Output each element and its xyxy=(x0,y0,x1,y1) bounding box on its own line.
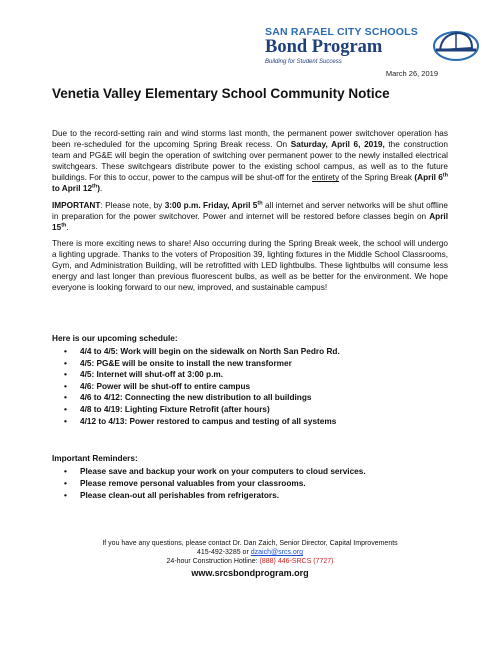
text: all internet and server networks will be shut offline in preparation for the power switchover. Power and internet will be restored before classes begin on xyxy=(52,200,448,221)
text: . xyxy=(100,184,103,194)
logo-brand: Bond Program xyxy=(265,37,383,57)
schedule-item: • 4/5: PG&E will be onsite to install the new transformer xyxy=(52,358,452,370)
time-highlight xyxy=(165,201,263,210)
text: to April 12 xyxy=(52,184,93,194)
schedule-item: • 4/6 to 4/12: Connecting the new distribution to all buildings xyxy=(52,392,452,404)
schedule-item: • 4/4 to 4/5: Work will begin on the sidewalk on North San Pedro Rd. xyxy=(52,346,452,358)
superscript: th xyxy=(257,199,263,206)
emphasis: entirety xyxy=(312,173,340,183)
email-link[interactable]: dzaich@srcs.org xyxy=(250,549,303,557)
schedule-item: • 4/6: Power will be shut-off to entire campus xyxy=(52,381,452,393)
page-title: Venetia Valley Elementary School Community Notice xyxy=(52,86,390,101)
schedule-item: • 4/12 to 4/13: Power restored to campus and testing of all systems xyxy=(52,416,452,428)
hard-hat-icon xyxy=(430,26,480,62)
text: . xyxy=(66,222,69,232)
reminder-item: • Please clean-out all perishables from refrigerators. xyxy=(52,490,452,502)
date-highlight: Saturday, April 6, 2019, xyxy=(290,140,385,150)
logo-org-name: SAN RAFAEL CITY SCHOOLS xyxy=(265,26,418,38)
phone-text: 415-492-3285 or xyxy=(197,549,251,557)
superscript: th xyxy=(442,172,448,179)
notice-body xyxy=(52,128,448,298)
text: 3:00 p.m. Friday, April 5 xyxy=(164,200,258,210)
paragraph-switchover xyxy=(52,128,448,195)
hotline-line xyxy=(52,557,448,566)
text: ) xyxy=(97,184,100,194)
text: Due to the record-setting rain and wind storms last month, the permanent power switchover operation has been re-scheduled for the upcoming Spring Break recess. On xyxy=(52,129,448,150)
notice-date: March 26, 2019 xyxy=(385,69,438,78)
important-label: IMPORTANT xyxy=(52,200,101,210)
hotline-label: 24-hour Construction Hotline: xyxy=(166,558,260,566)
schedule-list xyxy=(52,346,452,427)
reminder-item: • Please remove personal valuables from your classrooms. xyxy=(52,478,452,490)
logo-tagline: Building for Student Success xyxy=(265,59,342,65)
superscript: th xyxy=(61,222,67,228)
text: (April 6 xyxy=(414,173,443,183)
schedule-item: • 4/8 to 4/19: Lighting Fixture Retrofit (after hours) xyxy=(52,404,452,416)
text: April 15 xyxy=(52,211,448,232)
reminders-list xyxy=(52,466,452,501)
contact-line: If you have any questions, please contact Dr. Dan Zaich, Senior Director, Capital Improvements xyxy=(102,540,398,547)
website-link[interactable]: www.srcsbondprogram.org xyxy=(191,567,309,578)
schedule-heading: Here is our upcoming schedule: xyxy=(52,334,178,343)
text: of the Spring Break xyxy=(339,173,415,183)
paragraph-lighting: There is more exciting news to share! Also occurring during the Spring Break week, the school will undergo a lighting upgrade. Thanks to the voters of Proposition 39, lighting fixtures in the Middle School Classrooms, Gym, and Administration Building, will be retrofitted with LED lightbulbs. These lightbulbs will consume less energy and last longer than previous fluorescent bulbs, as well as be better for the environment. We hope everyone is looking forward to our new, improved, and sustainable campus! xyxy=(52,238,448,293)
hotline-number: (888) 446-SRCS (7727) xyxy=(259,558,334,566)
superscript: th xyxy=(92,183,98,190)
schedule-item: • 4/5: Internet will shut-off at 3:00 p.m. xyxy=(52,369,452,381)
reminders-heading: Important Reminders: xyxy=(52,454,138,463)
text: : Please note, by xyxy=(100,200,165,210)
text: the construction team and PG&E will begin the operation of switching over permanent power to the newly installed electrical switchgears. These switchgears distribute power to the existing school campus, as well as to the future buildings. For this to occur, power to the campus will be shut-off for the xyxy=(52,140,448,183)
reminder-item: • Please save and backup your work on your computers to cloud services. xyxy=(52,466,452,478)
bond-program-logo xyxy=(265,26,480,68)
paragraph-important xyxy=(52,200,448,233)
contact-footer xyxy=(52,539,448,579)
phone-line xyxy=(52,548,448,557)
